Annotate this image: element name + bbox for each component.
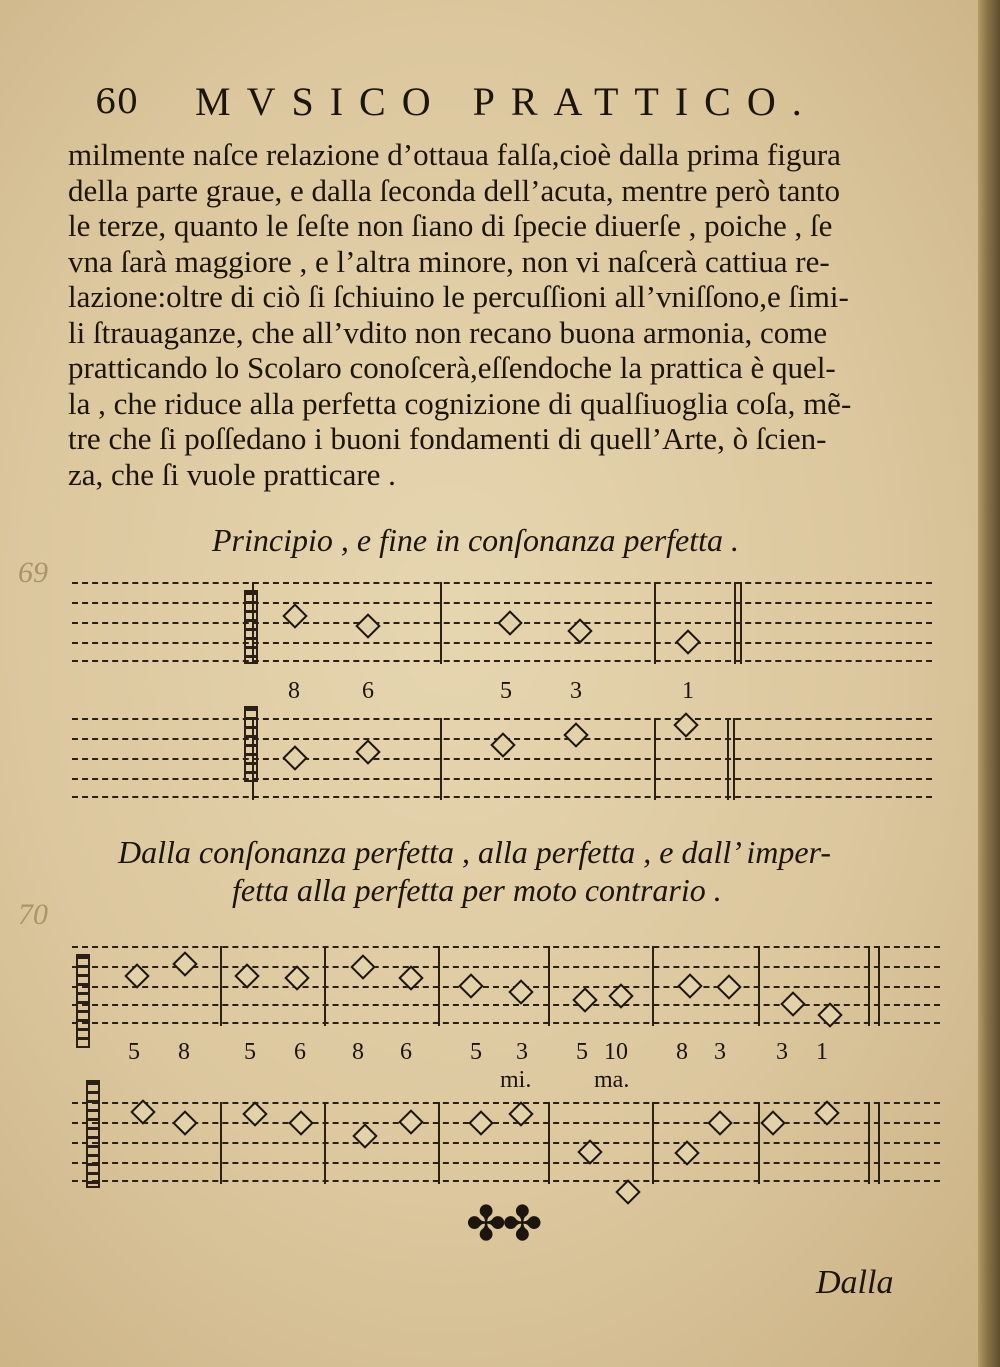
note-icon [780,991,805,1016]
running-title: MVSICO PRATTICO. [195,79,818,124]
interval-figure: 8 [178,1039,190,1065]
interval-figure: 3 [776,1039,788,1065]
interval-quality-mark: ma. [594,1067,630,1093]
note-icon [172,1110,197,1135]
interval-figure: 6 [362,678,374,704]
interval-figure: 5 [500,678,512,704]
example-2-caption-line1: Dalla conſonanza perfetta , alla perfetta , e dall’ imper- [118,834,832,870]
note-icon [675,629,700,654]
note-icon [760,1110,785,1135]
interval-figure: 3 [714,1039,726,1065]
interval-figure: 5 [128,1039,140,1065]
text-line: la , che riduce alla perfetta cognizione di qualſiuoglia coſa, mẽ- [68,385,852,421]
note-icon [468,1110,493,1135]
note-icon [716,974,741,999]
clef-icon [244,590,258,664]
interval-figure: 1 [816,1039,828,1065]
note-icon [288,1110,313,1135]
note-icon [282,603,307,628]
note-icon [458,973,483,998]
interval-figure: 3 [516,1039,528,1065]
note-icon [707,1110,732,1135]
clef-icon [86,1080,100,1188]
text-line: li ſtrauaganze, che all’vdito non recano buona armonia, come [68,314,828,350]
note-icon [352,1123,377,1148]
text-line: della parte graue, e dalla ſeconda dell’acuta, mentre però tanto [68,172,841,208]
music-staff-upper-2 [72,946,940,1026]
example-1-caption: Principio , e fine in conſonanza perfetta . [212,522,740,558]
note-icon [677,973,702,998]
note-icon [615,1179,640,1204]
note-icon [497,610,522,635]
interval-figure: 5 [470,1039,482,1065]
note-icon [282,745,307,770]
interval-figure: 5 [244,1039,256,1065]
figured-numbers-2 [0,1039,1000,1099]
interval-figure: 6 [294,1039,306,1065]
note-icon [508,979,533,1004]
body-paragraph [68,137,938,492]
note-icon [355,739,380,764]
interval-figure: 5 [576,1039,588,1065]
text-line: tre che ſi poſſedano i buoni fondamenti di quell’Arte, ò ſcien- [68,421,827,456]
clef-icon [76,954,90,1048]
note-icon [398,1109,423,1134]
catchword: Dalla [816,1264,894,1301]
text-line: vna ſarà maggiore , e l’altra minore, non vi naſcerà cattiua re- [68,243,830,279]
interval-figure: 8 [352,1039,364,1065]
fleuron-ornament: ✤✤ [466,1196,539,1252]
note-icon [563,722,588,747]
note-icon [490,732,515,757]
margin-mark: 70 [18,898,48,931]
note-icon [355,613,380,638]
note-icon [572,987,597,1012]
music-staff-lower-1 [72,718,932,800]
interval-figure: 8 [676,1039,688,1065]
text-line: lazione:oltre di ciò ſi ſchiuino le percuſſioni all’vniſſono,e ſimi- [68,279,849,314]
interval-figure: 1 [682,678,694,704]
music-staff-lower-2 [72,1102,940,1184]
interval-quality-mark: mi. [500,1067,532,1093]
interval-figure: 3 [570,678,582,704]
note-icon [673,712,698,737]
clef-icon [244,706,258,782]
note-icon [350,954,375,979]
text-line: le terze, quanto le ſeſte non ſiano di ſpecie diuerſe , poiche , ſe [68,208,833,243]
text-line: pratticando lo Scolaro conoſcerà,eſſendoche la prattica è quel- [68,350,836,385]
interval-figure: 10 [604,1039,628,1065]
note-icon [172,951,197,976]
text-line: milmente naſce relazione d’ottaua falſa,cioè dalla prima figura [68,137,841,172]
interval-figure: 6 [400,1039,412,1065]
music-staff-upper-1 [72,582,932,664]
interval-figure: 8 [288,678,300,704]
figured-numbers-1 [0,678,1000,708]
text-line: za, che ſi vuole pratticare . [68,456,396,492]
page-number: 60 [95,82,139,122]
example-2-caption-line2: fetta alla perfetta per moto contrario . [232,872,722,908]
page-header [95,78,855,128]
margin-mark: 69 [18,556,48,589]
